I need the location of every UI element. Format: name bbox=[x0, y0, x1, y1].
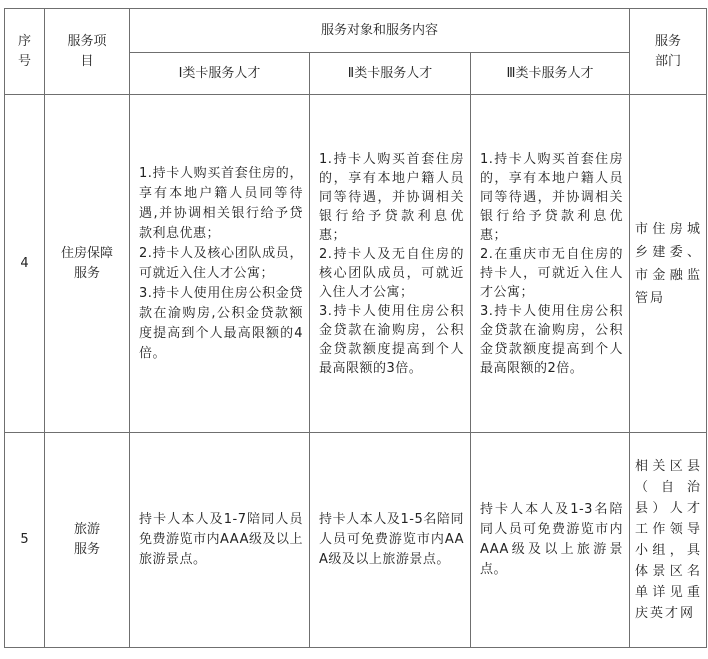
row-dept: 相关区县（自治县）人才工作领导小组，具体景区名单详见重庆英才网 bbox=[635, 459, 703, 621]
header-group: 服务对象和服务内容 bbox=[130, 9, 630, 53]
row-class3: 持卡人本人及1-3名陪同人员可免费游览市内AAA级及以上旅游景点。 bbox=[480, 502, 624, 577]
row-dept-cell bbox=[630, 433, 707, 648]
row-class3-cell bbox=[471, 95, 630, 433]
row-seq: 5 bbox=[5, 433, 45, 648]
row-class1-cell bbox=[130, 95, 310, 433]
row-class1-cell bbox=[130, 433, 310, 648]
header-project: 服务项目 bbox=[45, 9, 130, 95]
header-class1: Ⅰ类卡服务人才 bbox=[130, 53, 310, 95]
row-class3: 1.持卡人购买首套住房的，享有本地户籍人员同等待遇，并协调相关银行给予贷款利息优惠； 2.在重庆市无自住房的持卡人，可就近入住人才公寓； 3.持卡人使用住房公积金贷款在渝购房，公积金贷款额度提高到个人最高限额的2倍。 bbox=[480, 151, 624, 376]
row-class2: 1.持卡人购买首套住房的，享有本地户籍人员同等待遇，并协调相关银行给予贷款利息优惠； 2.持卡人及无自住房的核心团队成员，可就近入住人才公寓； 3.持卡人使用住房公积金贷款在渝购房，公积金贷款额度提高到个人最高限额的3倍。 bbox=[319, 151, 464, 376]
services-table bbox=[4, 8, 707, 648]
row-dept-cell bbox=[630, 95, 707, 433]
header-row bbox=[5, 9, 707, 53]
row-class3-cell bbox=[471, 433, 630, 648]
header-class2: Ⅱ类卡服务人才 bbox=[310, 53, 471, 95]
table-row bbox=[5, 95, 707, 433]
row-class1: 持卡人本人及1-7陪同人员免费游览市内AAA级及以上旅游景点。 bbox=[139, 512, 303, 567]
header-seq: 序号 bbox=[5, 9, 45, 95]
row-dept: 市住房城乡建委、市金融监管局 bbox=[635, 221, 703, 306]
row-class2-cell bbox=[310, 433, 471, 648]
row-class2-cell bbox=[310, 95, 471, 433]
table-row bbox=[5, 433, 707, 648]
header-dept: 服务部门 bbox=[630, 9, 707, 95]
row-class1: 1.持卡人购买首套住房的，享有本地户籍人员同等待遇,并协调相关银行给予贷款利息优惠； 2.持卡人及核心团队成员，可就近入住人才公寓； 3.持卡人使用住房公积金贷款在渝购房,公积金贷款额度提高到个人最高限额的4倍。 bbox=[139, 165, 303, 361]
row-project: 住房保障服务 bbox=[45, 95, 130, 433]
row-class2: 持卡人本人及1-5名陪同人员可免费游览市内AAA级及以上旅游景点。 bbox=[319, 512, 464, 567]
header-class3: Ⅲ类卡服务人才 bbox=[471, 53, 630, 95]
row-project: 旅游服务 bbox=[45, 433, 130, 648]
row-seq: 4 bbox=[5, 95, 45, 433]
